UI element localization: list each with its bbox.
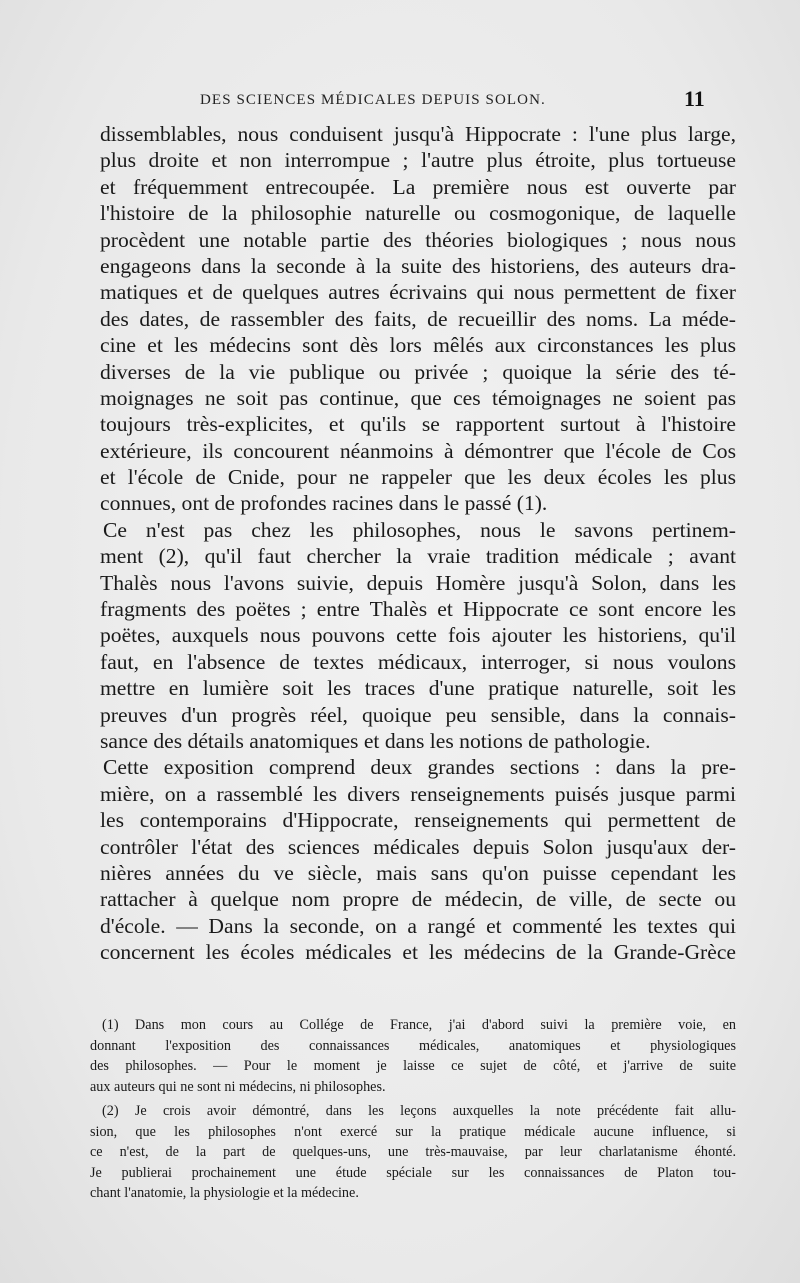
footnote-line: chant l'anatomie, la physiologie et la médecine. xyxy=(90,1185,359,1201)
text-line: cine et les médecins sont dès lors mêlés aux circonstances les plus xyxy=(100,333,736,358)
text-line: ment (2), qu'il faut chercher la vraie tradition médicale ; avant xyxy=(100,544,736,569)
footnote-line: sion, que les philosophes n'ont exercé sur la pratique médicale aucune influence, si xyxy=(90,1123,736,1140)
footnote-line: donnant l'exposition des connaissances médicales, anatomiques et physiologiques xyxy=(90,1037,736,1054)
footnote-line: ce n'est, de la part de quelques-uns, une très-mauvaise, par leur charlatanisme éhonté. xyxy=(90,1144,736,1160)
page-header xyxy=(0,86,800,116)
main-text xyxy=(100,121,736,966)
text-line: moignages ne soit pas continue, que ces témoignages ne soient pas xyxy=(100,385,736,410)
footnote-line: aux auteurs qui ne sont ni médecins, ni philosophes. xyxy=(90,1078,386,1095)
text-line: nières années du ve siècle, mais sans qu'on puisse cependant les xyxy=(100,860,736,885)
text-line: toujours très-explicites, et qu'ils se rapportent surtout à l'histoire xyxy=(100,412,736,437)
running-head: DES SCIENCES MÉDICALES DEPUIS SOLON. xyxy=(200,92,546,108)
text-line: rattacher à quelque nom propre de médecin, de ville, de secte ou xyxy=(100,887,736,912)
text-line: poëtes, auxquels nous pouvons cette fois ajouter les historiens, qu'il xyxy=(100,623,736,648)
text-line: matiques et de quelques autres écrivains qui nous permettent de fixer xyxy=(100,280,736,305)
text-line: faut, en l'absence de textes médicaux, interroger, si nous voulons xyxy=(100,649,736,674)
text-line: mettre en lumière soit les traces d'une pratique naturelle, soit les xyxy=(100,676,736,701)
text-line: dissemblables, nous conduisent jusqu'à Hippocrate : l'une plus large, xyxy=(100,122,736,146)
text-line: Ce n'est pas chez les philosophes, nous le savons pertinem- xyxy=(103,517,736,542)
text-line: procèdent une notable partie des théories biologiques ; nous nous xyxy=(100,227,736,252)
text-line: d'école. — Dans la seconde, on a rangé et commenté les textes qui xyxy=(100,913,736,938)
page-number: 11 xyxy=(684,86,705,111)
text-line: et l'école de Cnide, pour ne rappeler que les deux écoles les plus xyxy=(100,465,736,490)
text-line: fragments des poëtes ; entre Thalès et Hippocrate ce sont encore les xyxy=(100,597,736,622)
text-line: plus droite et non interrompue ; l'autre plus étroite, plus tortueuse xyxy=(100,148,736,173)
text-line: diverses de la vie publique ou privée ; quoique la série des té- xyxy=(100,359,736,384)
text-line: sance des détails anatomiques et dans les notions de pathologie. xyxy=(100,728,651,753)
footnote-line: (2) Je crois avoir démontré, dans les leçons auxquelles la note précédente fait allu- xyxy=(102,1103,736,1119)
text-line: des dates, de rassembler des faits, de recueillir des noms. La méde- xyxy=(100,306,736,331)
footnote-1 xyxy=(90,1015,736,1097)
text-line: Thalès nous l'avons suivie, depuis Homère jusqu'à Solon, dans les xyxy=(100,570,736,595)
text-line: mière, on a rassemblé les divers renseignements puisés jusque parmi xyxy=(100,781,736,806)
text-line: concernent les écoles médicales et les médecins de la Grande-Grèce xyxy=(100,940,736,965)
footnotes xyxy=(90,1015,736,1204)
text-line: l'histoire de la philosophie naturelle ou cosmogonique, de laquelle xyxy=(100,201,736,226)
text-line: les contemporains d'Hippocrate, renseignements qui permettent de xyxy=(100,808,736,833)
footnote-line: (1) Dans mon cours au Collége de France, j'ai d'abord suivi la première voie, en xyxy=(102,1017,736,1033)
text-line: Cette exposition comprend deux grandes sections : dans la pre- xyxy=(103,755,736,780)
footnote-line: Je publierai prochainement une étude spéciale sur les connaissances de Platon tou- xyxy=(90,1164,736,1181)
text-line: preuves d'un progrès réel, quoique peu sensible, dans la connais- xyxy=(100,702,736,727)
text-line: connues, ont de profondes racines dans le passé (1). xyxy=(100,491,548,516)
footnote-line: des philosophes. — Pour le moment je laisse ce sujet de côté, et j'arrive de suite xyxy=(90,1058,736,1074)
text-line: contrôler l'état des sciences médicales depuis Solon jusqu'aux der- xyxy=(100,834,736,859)
text-line: engageons dans la seconde à la suite des historiens, des auteurs dra- xyxy=(100,253,736,278)
text-line: et fréquemment entrecoupée. La première nous est ouverte par xyxy=(100,174,736,199)
text-line: extérieure, ils concourent néanmoins à démontrer que l'école de Cos xyxy=(100,438,736,463)
footnote-2 xyxy=(90,1101,736,1204)
